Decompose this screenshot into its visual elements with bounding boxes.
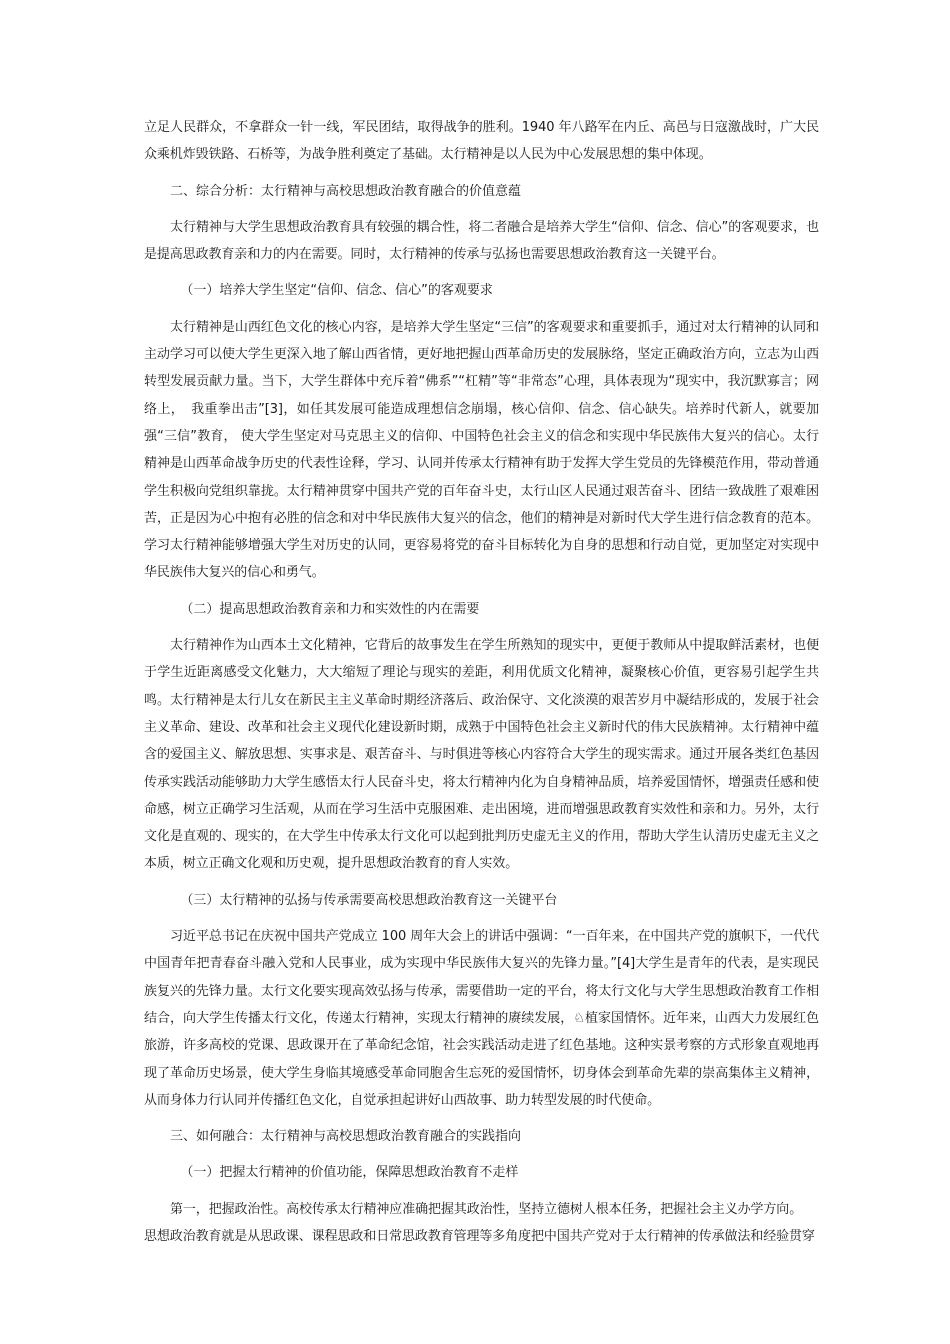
paragraph-2-3: 习近平总书记在庆祝中国共产党成立 100 周年大会上的讲话中强调：“一百年来，在中国共产党的旗帜下，一代代中国青年把青春奋斗融入党和人民事业，成为实现中华民族伟大复兴的先锋力量。”[4]大学生是青年的代表，是实现民族复兴的先锋力量。太行文化要实现高效弘扬与传承，需要借助一定的平台，将太行文化与大学生思想政治教育工作相结合，向大学生传播太行文化，传递太行精神，实现太行精神的赓续发展，♘植家国情怀。近年来，山西大力发展红色旅游，许多高校的党课、思政课开在了革命纪念馆，社会实践活动走进了红色基地。这种实景考察的方式形象直观地再现了革命历史场景，使大学生身临其境感受革命同胞舍生忘死的爱国情怀，切身体会到革命先辈的崇高集体主义精神， 从而身体力行认同并传播红色文化，自觉承担起讲好山西故事、助力转型发展的时代使命。 (144, 929, 819, 1108)
document-body (144, 114, 819, 1259)
paragraph-intro: 立足人民群众，不拿群众一针一线，军民团结，取得战争的胜利。1940 年八路军在内丘、高邑与日寇激战时，广大民众乘机炸毁铁路、石桥等，为战争胜利奠定了基础。太行精神是以人民为中心发展思想的集中体现。 (144, 120, 819, 163)
subheading-2-2: （二）提高思想政治教育亲和力和实效性的内在需要 (180, 601, 480, 617)
paragraph-3-1-continued: 思想政治教育就是从思政课、课程思政和日常思政教育管理等多角度把中国共产党对于太行精神的传承做法和经验贯穿 (144, 1228, 815, 1244)
section-heading-3: 三、如何融合：太行精神与高校思想政治教育融合的实践指向 (170, 1129, 522, 1145)
subheading-3-1: （一）把握太行精神的价值功能，保障思想政治教育不走样 (180, 1165, 519, 1181)
subheading-2-3: （三）太行精神的弘扬与传承需要高校思想政治教育这一关键平台 (180, 892, 558, 908)
section-heading-2: 二、综合分析：太行精神与高校思想政治教育融合的价值意蕴 (170, 183, 522, 199)
paragraph-2-1: 太行精神是山西红色文化的核心内容，是培养大学生坚定“三信”的客观要求和重要抓手，通过对太行精神的认同和主动学习可以使大学生更深入地了解山西省情，更好地把握山西革命历史的发展脉络，坚定正确政治方向，立志为山西转型发展贡献力量。当下，大学生群体中充斥着“佛系”“杠精”等“非常态”心理，具体表现为“现实中，我沉默寡言；网络上， 我重拳出击”[3]，如任其发展可能造成理想信念崩塌，核心信仰、信念、信心缺失。培养时代新人，就要加强“三信”教育， 使大学生坚定对马克思主义的信仰、中国特色社会主义的信念和实现中华民族伟大复兴的信心。太行精神是山西革命战争历史的代表性诠释，学习、认同并传承太行精神有助于发挥大学生党员的先锋模范作用，带动普通学生积极向党组织靠拢。太行精神贯穿中国共产党的百年奋斗史，太行山区人民通过艰苦奋斗、团结一致战胜了艰难困苦，正是因为心中抱有必胜的信念和对中华民族伟大复兴的信念，他们的精神是对新时代大学生进行信念教育的范本。学习太行精神能够增强大学生对历史的认同，更容易将党的奋斗目标转化为自身的思想和行动自觉，更加坚定对实现中华民族伟大复兴的信心和勇气。 (144, 319, 819, 581)
paragraph-3-1: 第一，把握政治性。高校传承太行精神应准确把握其政治性，坚持立德树人根本任务，把握社会主义办学方向。 (170, 1201, 803, 1217)
paragraph-section2-intro: 太行精神与大学生思想政治教育具有较强的耦合性，将二者融合是培养大学生“信仰、信念、信心”的客观要求，也是提高思政教育亲和力的内在需要。同时，太行精神的传承与弘扬也需要思想政治教育这一关键平台。 (144, 219, 819, 263)
paragraph-2-2: 太行精神作为山西本土文化精神，它背后的故事发生在学生所熟知的现实中，更便于教师从中提取鲜活素材，也便于学生近距离感受文化魅力，大大缩短了理论与现实的差距，利用优质文化精神，凝聚核心价值，更容易引起学生共鸣。太行精神是太行儿女在新民主主义革命时期经济落后、政治保守、文化淡漠的艰苦岁月中凝结形成的，发展于社会 主义革命、建设、改革和社会主义现代化建设新时期，成熟于中国特色社会主义新时代的伟大民族精神。太行精神中蕴 含的爱国主义、解放思想、实事求是、艰苦奋斗、与时俱进等核心内容符合大学生的现实需求。通过开展各类红色基因 传承实践活动能够助力大学生感悟太行人民奋斗史，将太行精神内化为自身精神品质，培养爱国情怀，增强责任感和使命感，树立正确学习生活观，从而在学习生活中克服困难、走出困境，进而增强思政教育实效性和亲和力。另外，太行文化是直观的、现实的，在大学生中传承太行文化可以起到批判历史虚无主义的作用，帮助大学生认清历史虚无主义之本质，树立正确文化观和历史观，提升思想政治教育的育人实效。 (144, 638, 819, 872)
subheading-2-1: （一）培养大学生坚定“信仰、信念、信心”的客观要求 (180, 283, 493, 299)
